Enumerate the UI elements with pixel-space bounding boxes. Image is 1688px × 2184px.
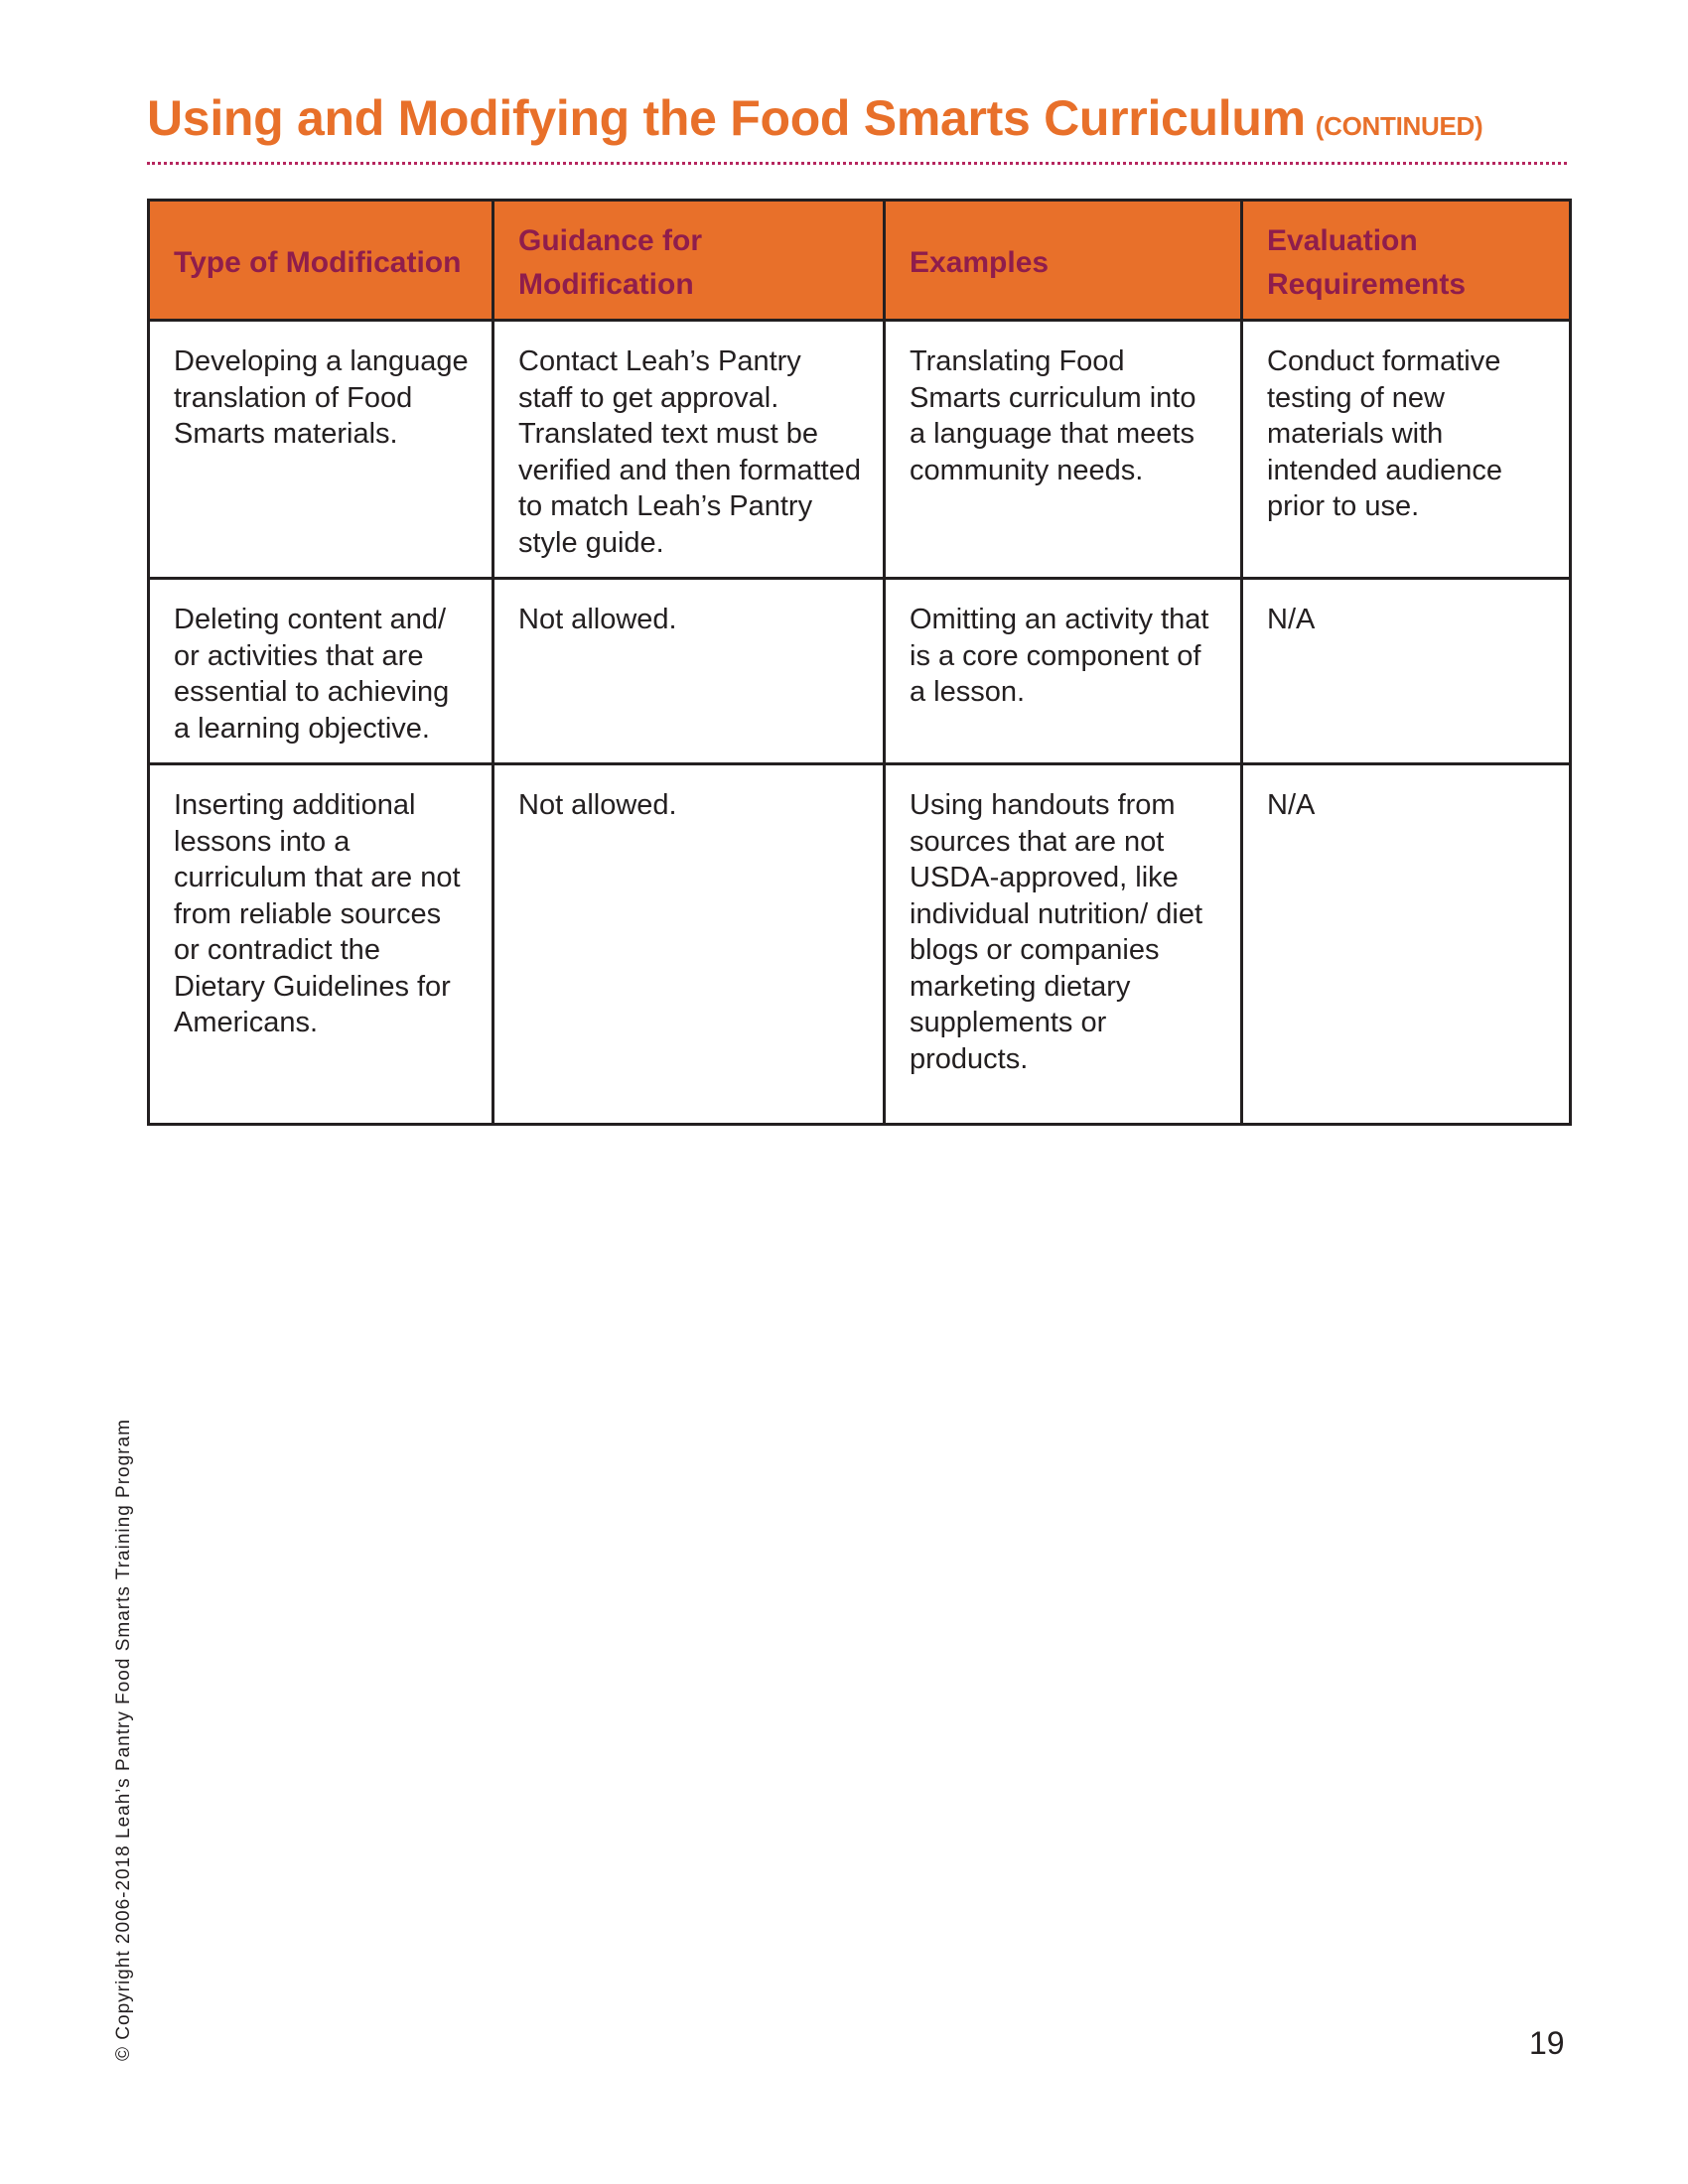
cell-guidance: Not allowed. bbox=[493, 764, 885, 1125]
cell-type: Inserting additional lessons into a curriculum that are not from reliable sources or contradict the Dietary Guidelines for Americans. bbox=[149, 764, 493, 1125]
table-row bbox=[149, 579, 1571, 764]
title-divider bbox=[147, 162, 1567, 165]
cell-evaluation: N/A bbox=[1242, 764, 1571, 1125]
page-number: 19 bbox=[1529, 2025, 1565, 2061]
column-header-examples: Examples bbox=[885, 201, 1242, 321]
title-text: Using and Modifying the Food Smarts Curriculum bbox=[147, 90, 1306, 146]
cell-guidance: Not allowed. bbox=[493, 579, 885, 764]
cell-evaluation: N/A bbox=[1242, 579, 1571, 764]
cell-examples: Using handouts from sources that are not USDA-approved, like individual nutrition/ diet blogs or companies marketing dietary supplements or products. bbox=[885, 764, 1242, 1125]
cell-evaluation: Conduct formative testing of new materials with intended audience prior to use. bbox=[1242, 321, 1571, 579]
cell-type: Developing a language translation of Food Smarts materials. bbox=[149, 321, 493, 579]
cell-examples: Translating Food Smarts curriculum into a language that meets community needs. bbox=[885, 321, 1242, 579]
table-header-row bbox=[149, 201, 1571, 321]
cell-examples: Omitting an activity that is a core component of a lesson. bbox=[885, 579, 1242, 764]
column-header-type: Type of Modification bbox=[149, 201, 493, 321]
modification-table bbox=[147, 199, 1572, 1126]
column-header-guidance: Guidance for Modification bbox=[493, 201, 885, 321]
title-suffix: (CONTINUED) bbox=[1315, 111, 1483, 141]
table-row bbox=[149, 764, 1571, 1125]
cell-type: Deleting content and/ or activities that are essential to achieving a learning objective. bbox=[149, 579, 493, 764]
copyright-footer: © Copyright 2006-2018 Leah’s Pantry Food Smarts Training Program bbox=[113, 1419, 134, 2061]
page-title bbox=[147, 89, 1482, 147]
table-row bbox=[149, 321, 1571, 579]
column-header-evaluation: Evaluation Requirements bbox=[1242, 201, 1571, 321]
cell-guidance: Contact Leah’s Pantry staff to get approval. Translated text must be verified and then formatted to match Leah’s Pantry style guide. bbox=[493, 321, 885, 579]
